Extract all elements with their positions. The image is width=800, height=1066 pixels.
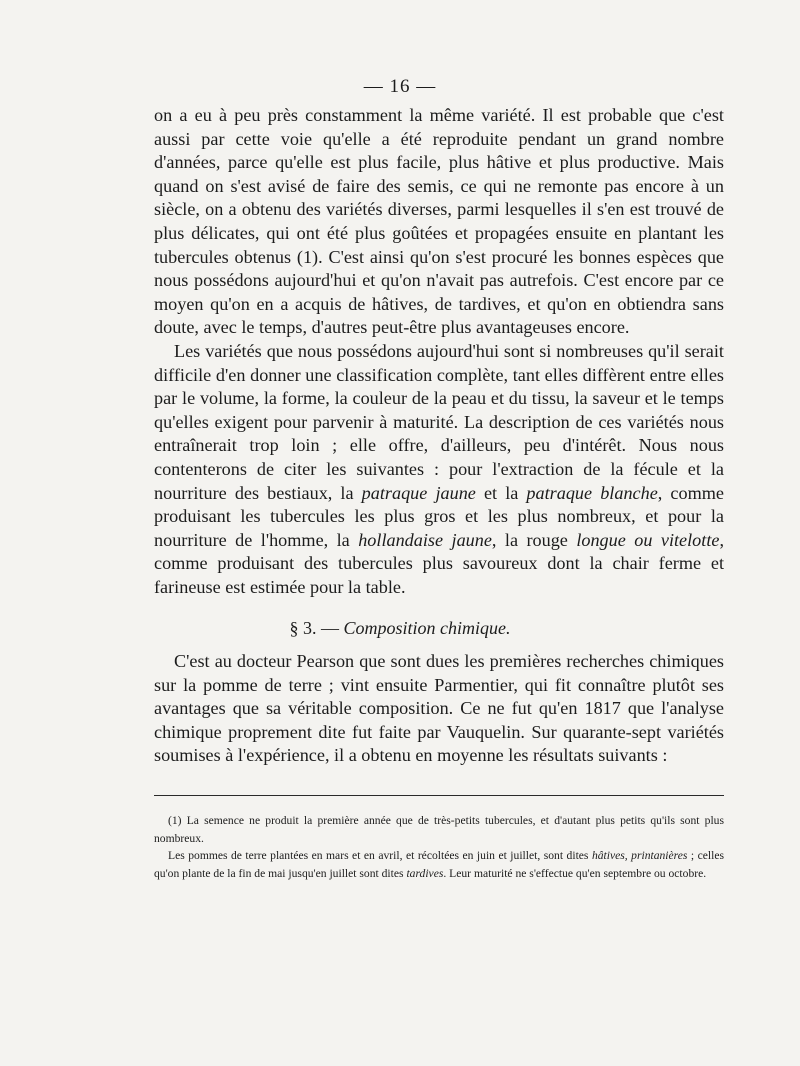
section-heading	[0, 618, 800, 639]
footnote-2-hatives: hâtives, printanières	[591, 849, 688, 862]
paragraph-2-text-a: Les variétés que nous possédons aujourd'hui sont si nombreuses qu'il serait difficile d'en donner une classification complète, tant elles diffèrent entre elles par le volume, la forme, la couleur de la peau et du tissu, la saveur et le temps qu'elles exigent pour parvenir à maturité. La description de ces variétés nous entraînerait trop loin ; elle offre, d'ailleurs, peu d'intérêt. Nous nous contenterons de citer les suivantes : pour l'extraction de la fécule et la nourriture des bestiaux, la	[154, 340, 724, 503]
paragraph-2-text-b: et la	[475, 482, 527, 503]
section-title: Composition chimique.	[343, 618, 511, 638]
footnote-2-text-a: Les pommes de terre plantées en mars et en avril, et récoltées en juin et juillet, sont dites	[168, 849, 592, 862]
footnotes	[154, 812, 724, 882]
footnote-2-text-c: . Leur maturité ne s'effectue qu'en septembre ou octobre.	[443, 866, 707, 880]
paragraph-2-text-d: , la rouge	[491, 529, 577, 550]
footnote-2	[154, 847, 724, 882]
paragraph-1-text: on a eu à peu près constamment la même variété. Il est probable que c'est aussi par cette voie qu'elle a été reproduite pendant un grand nombre d'années, parce qu'elle est plus facile, plus hâtive et plus productive. Mais quand on s'est avisé de faire des semis, ce qui ne remonte pas encore à un siècle, on a obtenu des variétés diverses, parmi lesquelles il s'en est trouvé de plus délicates, qui ont été plus goûtées et propagées ensuite en plantant les tubercules obtenus (1). C'est ainsi qu'on s'est procuré les bonnes espèces que nous possédons aujourd'hui et qu'on n'avait pas autrefois. C'est encore par ce moyen qu'on en a acquis de hâtives, de tardives, et qu'on en obtiendra sans doute, avec le temps, d'autres peut-être plus avantageuses encore.	[154, 105, 724, 338]
paragraph-2-text-c: , comme produisant les tubercules les plus gros et les plus nombreux, et pour la nourriture de l'homme, la	[154, 482, 724, 550]
section-number: § 3. —	[289, 618, 344, 638]
paragraph-1	[154, 104, 724, 340]
variety-hollandaise-jaune: hollandaise jaune	[358, 529, 492, 550]
body-text	[154, 104, 724, 599]
section-body	[154, 650, 724, 768]
paragraph-2	[154, 340, 724, 600]
paragraph-2-text-e: , comme produisant des tubercules plus savoureux dont la chair ferme et farineuse est estimée pour la table.	[154, 529, 724, 597]
variety-patraque-blanche: patraque blanche	[526, 482, 658, 503]
paragraph-3: C'est au docteur Pearson que sont dues les premières recherches chimiques sur la pomme de terre ; vint ensuite Parmentier, qui fit connaître plutôt ses avantages que sa véritable composition. Ce ne fut qu'en 1817 que l'analyse chimique proprement dite fut faite par Vauquelin. Sur quarante-sept variétés soumises à l'expérience, il a obtenu en moyenne les résultats suivants :	[154, 651, 724, 766]
footnote-2-text-b: ; celles qu'on plante de la fin de mai jusqu'en juillet sont dites	[154, 849, 725, 880]
page-number: — 16 —	[363, 76, 437, 97]
variety-patraque-jaune: patraque jaune	[361, 482, 476, 503]
footnote-1: (1) La semence ne produit la première année que de très-petits tubercules, et d'autant plus petits qu'ils sont plus nombreux.	[154, 814, 724, 845]
variety-longue-vitelotte: longue ou vitelotte	[576, 529, 720, 550]
footnote-2-tardives: tardives	[406, 866, 444, 880]
footnote-divider	[154, 795, 724, 796]
